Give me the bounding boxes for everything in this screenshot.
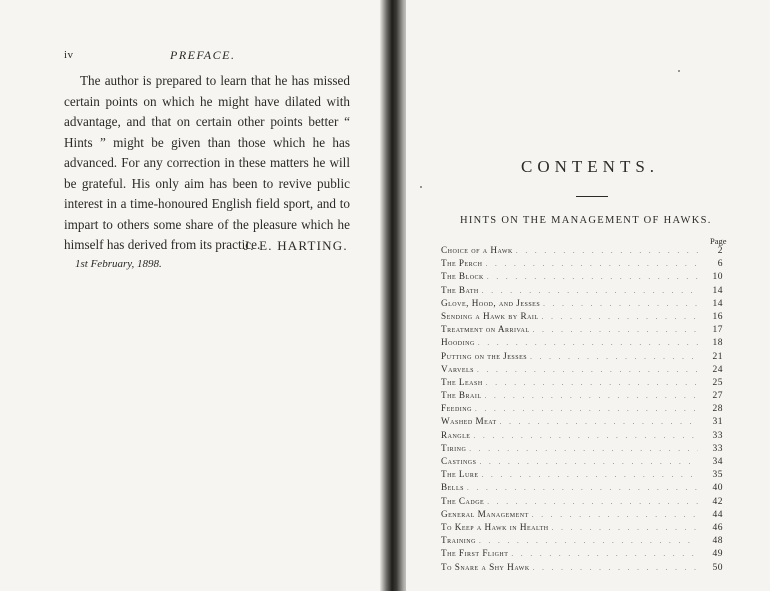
contents-entry-page: 44 xyxy=(712,509,723,520)
contents-entry-label: The Cadge xyxy=(441,495,485,506)
contents-entry-page: 34 xyxy=(712,457,723,467)
contents-entry xyxy=(441,522,723,535)
contents-entry-label: Tiring xyxy=(441,442,467,453)
contents-entry xyxy=(441,443,723,456)
contents-entry xyxy=(441,351,723,364)
contents-entry-label: Washed Meat xyxy=(441,416,497,427)
contents-entry-leader xyxy=(516,247,698,255)
contents-entry xyxy=(441,377,723,390)
contents-entry-page: 18 xyxy=(712,338,723,349)
contents-entry-leader xyxy=(479,537,698,545)
contents-entry xyxy=(441,324,723,337)
contents-entry-label: The Bath xyxy=(441,284,479,295)
contents-entry-leader xyxy=(530,353,698,361)
contents-entry-label: The Leash xyxy=(441,376,483,387)
contents-entry xyxy=(441,285,723,298)
contents-entry-label: Bells xyxy=(441,482,464,493)
contents-entry-label: The Brail xyxy=(441,390,482,401)
preface-paragraph: The author is prepared to learn that he has missed certain points on which he might have dilated with advantage, and that on certain other points better “ Hints ” might be given than those which he has advanced. For any correction in these matters he will be grateful. His only aim has been to revive public interest in a time-honoured English field sport, and to impart to others some share of the pleasure which he himself has derived from its practice. xyxy=(64,73,350,252)
contents-entry-leader xyxy=(482,471,698,479)
contents-entry-leader xyxy=(533,326,698,334)
running-head: PREFACE. xyxy=(170,48,236,62)
contents-entry-leader xyxy=(477,366,698,374)
contents-entry-label: Varvels xyxy=(441,363,474,374)
contents-entry-page: 48 xyxy=(712,536,723,547)
contents-entry-page: 49 xyxy=(712,549,723,560)
page-number: iv xyxy=(64,49,74,61)
contents-entry-label: Treatment on Arrival xyxy=(441,324,530,335)
contents-entry-leader xyxy=(552,524,698,532)
contents-entry-leader xyxy=(542,313,698,321)
contents-entry-page: 50 xyxy=(712,562,723,573)
contents-entry xyxy=(441,416,723,429)
contents-entry-page: 27 xyxy=(712,391,723,402)
contents-entry-label: Training xyxy=(441,535,476,546)
contents-list xyxy=(441,245,723,575)
contents-entry-label: Glove, Hood, and Jesses xyxy=(441,297,541,308)
contents-entry-leader xyxy=(486,379,698,387)
contents-entry xyxy=(441,245,723,258)
contents-entry-page: 25 xyxy=(712,377,723,388)
page-column-label: Page xyxy=(710,236,727,246)
contents-entry-page: 31 xyxy=(712,417,723,428)
contents-entry-page: 28 xyxy=(712,404,723,415)
contents-entry-label: To Snare a Shy Hawk xyxy=(441,561,530,572)
contents-entry-page: 2 xyxy=(717,246,723,256)
contents-entry-leader xyxy=(469,445,698,453)
contents-entry xyxy=(441,509,723,522)
contents-entry-page: 14 xyxy=(712,298,723,309)
contents-entry xyxy=(441,390,723,403)
contents-entry-page: 40 xyxy=(712,483,723,494)
contents-entry-leader xyxy=(485,392,698,400)
contents-entry-page: 10 xyxy=(712,272,723,283)
contents-entry-label: To Keep a Hawk in Health xyxy=(441,521,549,532)
contents-entry-leader xyxy=(500,418,698,426)
contents-entry-leader xyxy=(482,287,698,295)
contents-entry-page: 21 xyxy=(712,351,723,362)
contents-entry-label: The Block xyxy=(441,271,484,282)
contents-entry-page: 14 xyxy=(712,285,723,296)
contents-entry xyxy=(441,403,723,416)
contents-entry-label: Rangle xyxy=(441,429,471,440)
contents-entry xyxy=(441,337,723,350)
contents-entry-leader xyxy=(486,260,698,268)
paper-speck xyxy=(678,70,680,72)
contents-entry xyxy=(441,535,723,548)
contents-entry-page: 33 xyxy=(712,443,723,454)
right-page xyxy=(406,0,770,591)
title-rule xyxy=(576,196,608,197)
contents-entry xyxy=(441,271,723,284)
contents-entry-leader xyxy=(532,511,698,519)
contents-entry-page: 16 xyxy=(712,311,723,322)
contents-entry-page: 42 xyxy=(712,496,723,507)
contents-entry-page: 33 xyxy=(712,430,723,441)
contents-entry xyxy=(441,456,723,469)
contents-entry-leader xyxy=(533,564,698,572)
contents-entry xyxy=(441,298,723,311)
contents-entry-label: Sending a Hawk by Rail xyxy=(441,310,539,321)
contents-entry-label: Choice of a Hawk xyxy=(441,245,513,255)
contents-entry xyxy=(441,258,723,271)
contents-entry-leader xyxy=(487,498,698,506)
contents-entry-leader xyxy=(511,550,698,558)
contents-entry xyxy=(441,430,723,443)
contents-entry-page: 35 xyxy=(712,470,723,481)
author-signature: J. E. HARTING. xyxy=(244,238,348,253)
paper-speck xyxy=(420,186,422,188)
contents-entry-label: The Perch xyxy=(441,258,483,269)
contents-title: CONTENTS. xyxy=(521,157,660,176)
preface-date: 1st February, 1898. xyxy=(75,258,162,270)
contents-entry-page: 17 xyxy=(712,325,723,336)
contents-entry-leader xyxy=(475,405,698,413)
contents-entry-page: 6 xyxy=(717,259,723,270)
contents-entry xyxy=(441,311,723,324)
contents-entry xyxy=(441,469,723,482)
contents-entry-leader xyxy=(479,458,698,466)
contents-entry-label: Castings xyxy=(441,456,477,466)
contents-entry-label: The First Flight xyxy=(441,548,509,559)
contents-entry-label: Feeding xyxy=(441,403,472,414)
contents-entry xyxy=(441,482,723,495)
contents-entry-leader xyxy=(487,273,698,281)
contents-entry-label: Putting on the Jesses xyxy=(441,350,528,361)
contents-entry-leader xyxy=(473,432,698,440)
left-page xyxy=(0,0,384,591)
contents-entry-label: The Lure xyxy=(441,469,479,480)
contents-entry-page: 46 xyxy=(712,522,723,533)
contents-entry xyxy=(441,496,723,509)
contents-entry-leader xyxy=(467,484,698,492)
contents-entry xyxy=(441,548,723,561)
contents-entry-page: 24 xyxy=(712,364,723,375)
section-title: HINTS ON THE MANAGEMENT OF HAWKS. xyxy=(460,215,712,226)
contents-entry-label: Hooding xyxy=(441,337,475,348)
contents-entry-leader xyxy=(543,300,698,308)
contents-entry-label: General Management xyxy=(441,508,529,519)
contents-entry-leader xyxy=(478,339,698,347)
contents-entry xyxy=(441,364,723,377)
contents-entry xyxy=(441,562,723,575)
